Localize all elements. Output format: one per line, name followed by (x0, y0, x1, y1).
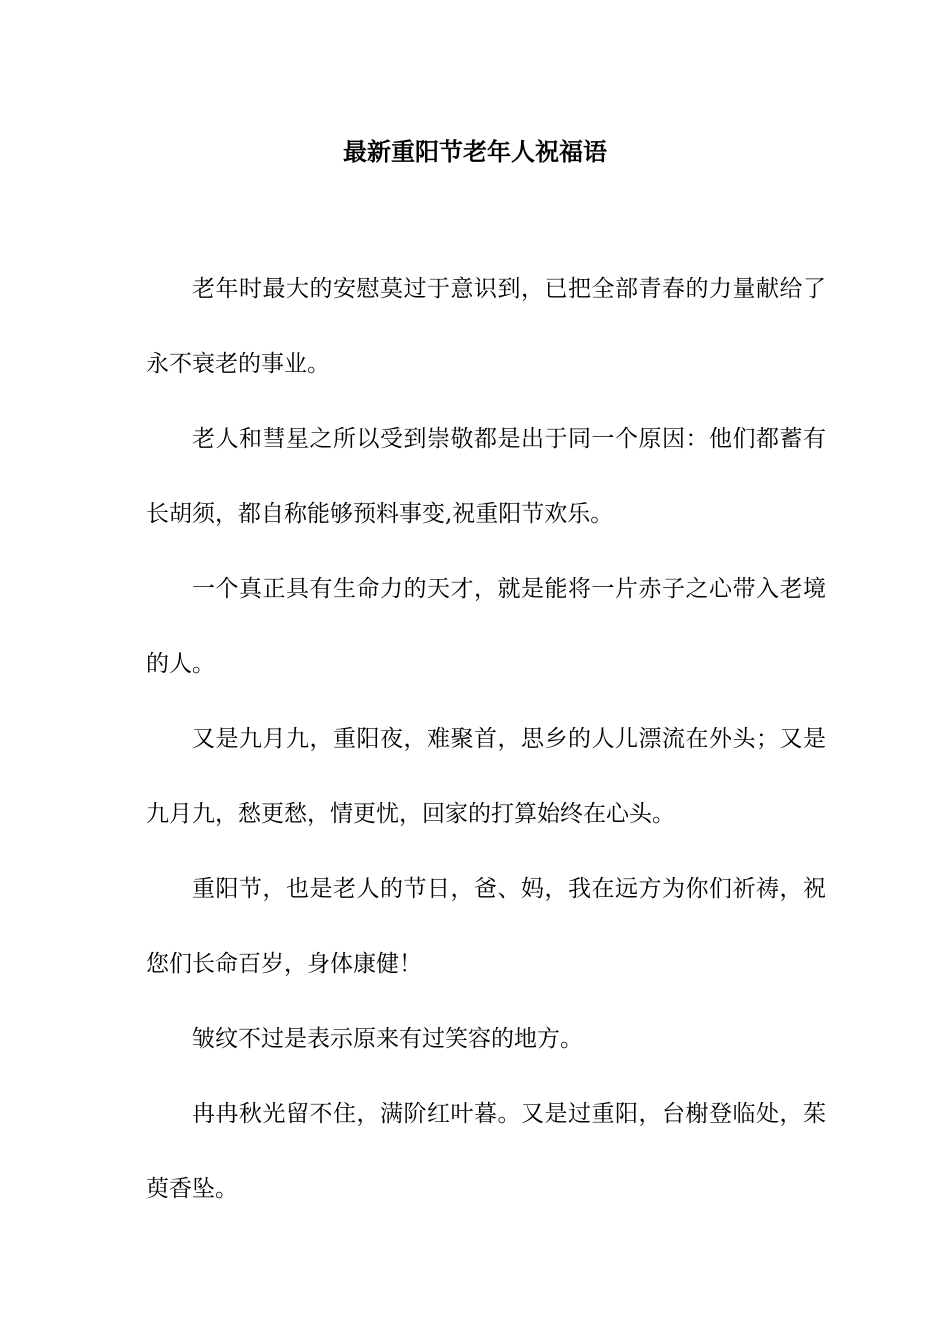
paragraph-5: 重阳节，也是老人的节日，爸、妈，我在远方为你们祈祷，祝您们长命百岁，身体康健！ (146, 876, 826, 977)
paragraph-7: 冉冉秋光留不住，满阶红叶暮。又是过重阳，台榭登临处，茱萸香坠。 (146, 1101, 826, 1202)
document-title: 最新重阳节老年人祝福语 (343, 137, 607, 166)
paragraph-3: 一个真正具有生命力的天才，就是能将一片赤子之心带入老境的人。 (146, 576, 826, 677)
paragraph-1: 老年时最大的安慰莫过于意识到，已把全部青春的力量献给了永不衰老的事业。 (146, 276, 826, 377)
paragraph-4: 又是九月九，重阳夜，难聚首，思乡的人儿漂流在外头；又是九月九，愁更愁，情更忧，回家的打算始终在心头。 (146, 726, 826, 827)
paragraph-6: 皱纹不过是表示原来有过笑容的地方。 (192, 1026, 583, 1052)
document-body (146, 252, 826, 1227)
paragraph-2: 老人和彗星之所以受到崇敬都是出于同一个原因：他们都蓄有长胡须，都自称能够预料事变,祝重阳节欢乐。 (146, 426, 826, 527)
